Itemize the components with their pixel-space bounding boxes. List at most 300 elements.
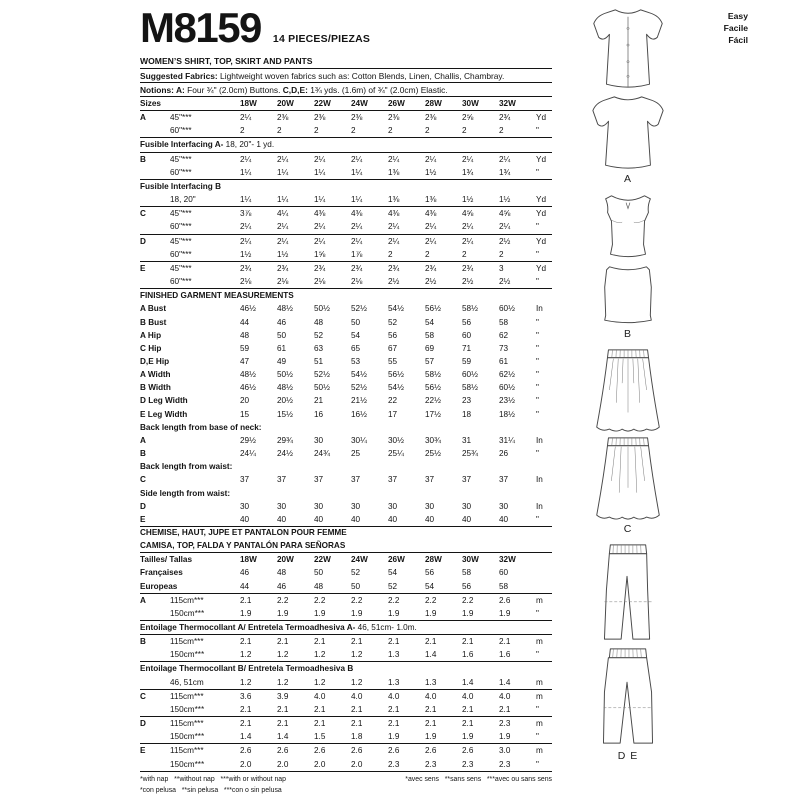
cell-value: 2¾ [351, 263, 363, 273]
cell-value: 4.0 [462, 691, 474, 701]
cell-value: 3.6 [240, 691, 252, 701]
cell-value: 1.3 [388, 677, 400, 687]
cell-value: 2.1 [314, 719, 326, 729]
cell-value: 1.9 [425, 608, 437, 618]
cell-value: 1.2 [351, 650, 363, 660]
row-view-label [140, 166, 170, 179]
cell-value: 1.9 [388, 608, 400, 618]
section-title: Side length from waist: [140, 488, 231, 498]
cell-value: 2⅜ [314, 113, 326, 123]
cell-value: 40 [462, 514, 472, 524]
cell-value: 2¼ [462, 222, 474, 232]
cell-value: 1⅞ [351, 249, 363, 259]
row-unit: " [536, 608, 539, 618]
row-view-label: B [140, 154, 146, 164]
cell-value: 29½ [240, 435, 256, 445]
table-row [140, 607, 552, 620]
row-view-label [140, 193, 170, 206]
table-row [140, 248, 552, 261]
footnote-french: *avec sens **sans sens ***avec ou sans sens [405, 775, 552, 783]
cell-value: 24¼ [240, 449, 256, 459]
row-unit: " [536, 222, 539, 232]
cell-value: 4.0 [388, 691, 400, 701]
cell-value: 52 [314, 330, 324, 340]
cell-value: 2 [388, 126, 393, 136]
cell-value: 15½ [277, 409, 293, 419]
cell-value: 46 [240, 568, 250, 578]
cell-value: 1.2 [314, 650, 326, 660]
difficulty-es: Fácil [728, 35, 748, 45]
section-title: Fusible Interfacing A- [140, 140, 224, 150]
table-row [140, 634, 552, 648]
row-label: A Bust [140, 304, 167, 314]
cell-value: 22 [388, 396, 398, 406]
row-label: A Width [140, 370, 171, 380]
cell-value: 22W [314, 555, 331, 565]
cell-value: 2 [499, 126, 504, 136]
row-label: B Bust [140, 317, 167, 327]
shirt-back-illustration [564, 92, 692, 172]
cell-value: 3.0 [499, 746, 511, 756]
cell-value: 26W [388, 555, 405, 565]
cell-value: 2¾ [388, 263, 400, 273]
table-row [140, 566, 552, 579]
cell-value: 1¼ [240, 195, 252, 205]
cell-value: 1¼ [277, 167, 289, 177]
row-unit: " [536, 343, 539, 353]
cell-value: 2.1 [462, 719, 474, 729]
cell-value: 2¾ [499, 113, 511, 123]
table-row [140, 342, 552, 355]
cell-value: 2.1 [388, 637, 400, 647]
cell-value: 52½ [314, 370, 330, 380]
cell-value: 2 [277, 126, 282, 136]
cell-value: 2.1 [314, 704, 326, 714]
cell-value: 48½ [277, 383, 293, 393]
cell-value: 2.2 [388, 595, 400, 605]
table-row [140, 381, 552, 394]
cell-value: 16 [314, 409, 324, 419]
cell-value: 2¼ [314, 236, 326, 246]
cell-value: 59 [462, 356, 472, 366]
cell-value: 37 [499, 475, 509, 485]
cell-value: 2½ [388, 277, 400, 287]
cell-value: 2.1 [351, 637, 363, 647]
cell-value: 58 [499, 581, 509, 591]
cell-value: 2.0 [277, 759, 289, 769]
shirt-front-illustration [564, 4, 692, 92]
figure-label-b: B [623, 328, 632, 340]
cell-value: 2¼ [351, 222, 363, 232]
cell-value: 4¼ [277, 209, 289, 219]
row-view-label: D [140, 719, 146, 729]
cell-value: 37 [351, 475, 361, 485]
cell-value: 2¾ [425, 263, 437, 273]
cell-value: 50½ [277, 370, 293, 380]
section-title: Fusible Interfacing B [140, 181, 221, 191]
cell-value: 48 [314, 317, 324, 327]
cell-value: 23 [462, 396, 472, 406]
cell-value: 2¼ [240, 222, 252, 232]
row-label: D,E Hip [140, 356, 170, 366]
cell-value: 28W [425, 555, 442, 565]
row-label: Sizes [140, 99, 161, 108]
cell-value: 73 [499, 343, 509, 353]
table-row [140, 447, 552, 460]
figure-label-a: A [623, 173, 632, 185]
cell-value: 4⅜ [314, 209, 326, 219]
row-sub-label: 115cm*** [170, 691, 204, 701]
cell-value: 2.1 [388, 704, 400, 714]
cell-value: 2¼ [240, 236, 252, 246]
cell-value: 1.2 [277, 677, 289, 687]
cell-value: 56 [462, 317, 472, 327]
table-row [140, 552, 552, 566]
footnotes [140, 774, 552, 796]
table-row [140, 758, 552, 772]
cell-value: 2.1 [499, 637, 511, 647]
row-unit: " [536, 650, 539, 660]
cell-value: 4⅜ [425, 209, 437, 219]
cell-value: 51 [314, 356, 324, 366]
row-view-label: E [140, 514, 146, 524]
cell-value: 22W [314, 99, 331, 108]
cell-value: 30¼ [351, 435, 367, 445]
cell-value: 30 [314, 435, 324, 445]
cell-value: 50 [277, 330, 287, 340]
cell-value: 2.1 [277, 704, 289, 714]
row-sub-label [170, 434, 240, 447]
cell-value: 2¼ [351, 154, 363, 164]
row-sub-label: 150cm*** [170, 704, 205, 714]
row-view-label: A [140, 113, 146, 123]
cell-value: 2 [425, 126, 430, 136]
cell-value: 2¼ [240, 113, 252, 123]
cell-value: 55 [388, 356, 398, 366]
cell-value: 1¼ [314, 167, 326, 177]
cell-value: 71 [462, 343, 472, 353]
cell-value: 2½ [499, 277, 511, 287]
cell-value: 22½ [425, 396, 441, 406]
table-row [140, 124, 552, 137]
cell-value: 1.9 [462, 732, 474, 742]
row-sub-label: 60"*** [170, 222, 192, 232]
row-unit [536, 580, 552, 593]
cell-value: 2.1 [240, 637, 252, 647]
cell-value: 54½ [388, 304, 404, 314]
row-unit: " [536, 356, 539, 366]
cell-value: 2¼ [388, 236, 400, 246]
cell-value: 2.2 [462, 595, 474, 605]
cell-value: 59 [240, 343, 250, 353]
cell-value: 4.0 [351, 691, 363, 701]
row-unit: m [536, 746, 543, 756]
suggested-fabrics-text: Lightweight woven fabrics such as: Cotton Blends, Linen, Challis, Chambray. [217, 70, 505, 81]
cell-value: 2.2 [425, 595, 437, 605]
cell-value: 37 [388, 475, 398, 485]
row-sub-label: 60"*** [170, 167, 192, 177]
section-title: Entoilage Thermocollant B/ Entretela Termoadhesiva B [140, 664, 354, 674]
row-sub-label: 115cm*** [170, 595, 204, 605]
cell-value: 2.0 [240, 759, 252, 769]
cell-value: 46½ [240, 383, 256, 393]
section-row [140, 460, 552, 473]
cell-value: 48 [240, 330, 250, 340]
cell-value: 52 [388, 581, 398, 591]
cell-value: 50 [314, 568, 324, 578]
brand-header [140, 6, 552, 52]
table-row [140, 580, 552, 593]
cell-value: 2¼ [277, 154, 289, 164]
cell-value: 2.1 [240, 704, 252, 714]
cell-value: 63 [314, 343, 324, 353]
cell-value: 1.2 [314, 677, 326, 687]
table-row [140, 368, 552, 381]
cell-value: 25 [351, 449, 361, 459]
cell-value: 30½ [388, 435, 404, 445]
table-row [140, 730, 552, 743]
cell-value: 56 [425, 568, 435, 578]
cell-value: 46½ [240, 304, 256, 314]
row-sub-label: 45"*** [170, 209, 192, 219]
row-view-label [140, 124, 170, 137]
cell-value: 2.6 [462, 746, 474, 756]
table-row [140, 648, 552, 661]
table-row [140, 703, 552, 716]
cell-value: 69 [425, 343, 435, 353]
row-unit: " [536, 249, 539, 259]
row-unit: " [536, 759, 539, 769]
cell-value: 60½ [462, 370, 478, 380]
cell-value: 2¼ [351, 236, 363, 246]
row-view-label: B [140, 637, 146, 647]
cell-value: 30 [499, 501, 509, 511]
section-title: Back length from waist: [140, 462, 233, 472]
row-label: Tailles/ Tallas [140, 555, 193, 565]
cell-value: 44 [240, 317, 250, 327]
cell-value: 4⅜ [388, 209, 400, 219]
cell-value: 3⅞ [240, 209, 252, 219]
cell-value: 58 [425, 330, 435, 340]
cell-value: 48 [314, 581, 324, 591]
row-sub-label: 60"*** [170, 277, 192, 287]
row-unit: " [536, 370, 539, 380]
row-label: A Hip [140, 330, 162, 340]
cell-value: 3 [499, 263, 504, 273]
row-sub-label: 45"*** [170, 154, 192, 164]
row-unit: " [536, 409, 539, 419]
row-view-label [140, 648, 170, 661]
section-row [140, 526, 552, 552]
table-row [140, 743, 552, 757]
row-unit: " [536, 704, 539, 714]
table-row [140, 329, 552, 342]
cell-value: 2¼ [462, 154, 474, 164]
row-sub-label: 150cm*** [170, 608, 205, 618]
cell-value: 46 [277, 581, 287, 591]
row-unit: " [536, 330, 539, 340]
cell-value: 30 [351, 501, 361, 511]
cell-value: 52½ [351, 383, 367, 393]
cell-value: 1.5 [314, 732, 326, 742]
cell-value: 2 [314, 126, 319, 136]
cell-value: 2.0 [351, 759, 363, 769]
cell-value: 1.4 [277, 732, 289, 742]
cell-value: 1.4 [240, 732, 252, 742]
cell-value: 1.9 [462, 608, 474, 618]
cell-value: 1.2 [240, 650, 252, 660]
cell-value: 2¾ [240, 263, 252, 273]
cell-value: 30 [425, 501, 435, 511]
cell-value: 4.0 [425, 691, 437, 701]
cell-value: 2.1 [462, 704, 474, 714]
cell-value: 1.6 [499, 650, 511, 660]
cell-value: 29¾ [277, 435, 293, 445]
cell-value: 48½ [277, 304, 293, 314]
cell-value: 37 [314, 475, 324, 485]
row-unit [536, 97, 552, 110]
measurement-table [140, 97, 552, 772]
cell-value: 1.9 [499, 732, 511, 742]
row-unit: " [536, 167, 539, 177]
cell-value: 2½ [499, 236, 511, 246]
cell-value: 2⅛ [240, 277, 252, 287]
table-row [140, 473, 552, 486]
figure-view-a [558, 4, 698, 185]
cell-value: 2¾ [462, 263, 474, 273]
cell-value: 54 [425, 317, 435, 327]
table-row [140, 166, 552, 179]
row-sub-label: 115cm*** [170, 637, 204, 647]
cell-value: 2.1 [240, 595, 252, 605]
cell-value: 2 [499, 249, 504, 259]
row-sub-label: 60"*** [170, 126, 192, 136]
content-column [140, 6, 552, 796]
row-unit: " [536, 514, 539, 524]
cell-value: 61 [277, 343, 287, 353]
notions-segment: C,D,E: [282, 84, 308, 95]
table-row [140, 355, 552, 368]
section-title-line2: CAMISA, TOP, FALDA Y PANTALÓN PARA SEÑORAS [140, 540, 346, 550]
cell-value: 4.0 [314, 691, 326, 701]
row-view-label: D [140, 236, 146, 246]
cell-value: 25¼ [388, 449, 404, 459]
cell-value: 21½ [351, 396, 367, 406]
row-sub-label: 150cm*** [170, 759, 205, 769]
section-title: Back length from base of neck: [140, 422, 262, 432]
cell-value: 2.1 [425, 704, 437, 714]
row-unit: In [536, 304, 543, 314]
cell-value: 2⅜ [425, 113, 437, 123]
table-row [140, 394, 552, 407]
cell-value: 1.8 [351, 732, 363, 742]
cell-value: 48½ [240, 370, 256, 380]
cell-value: 32W [499, 99, 516, 108]
cell-value: 2¼ [240, 154, 252, 164]
cell-value: 2.1 [277, 719, 289, 729]
cell-value: 20W [277, 99, 294, 108]
cell-value: 2.0 [314, 759, 326, 769]
row-unit: m [536, 691, 543, 701]
cell-value: 1¾ [462, 167, 474, 177]
cell-value: 56½ [425, 304, 441, 314]
cell-value: 4⅝ [462, 209, 474, 219]
cell-value: 50½ [314, 304, 330, 314]
cell-value: 58 [499, 317, 509, 327]
row-view-label: A [140, 435, 146, 445]
row-view-label [140, 676, 170, 689]
cell-value: 2¼ [425, 222, 437, 232]
cell-value: 1¼ [351, 167, 363, 177]
table-row [140, 316, 552, 329]
cell-value: 2¼ [277, 236, 289, 246]
pants-back-illustration [564, 645, 692, 749]
cell-value: 54 [388, 568, 398, 578]
notions-segment: 1¾ yds. (1.6m) of ¾" (2.0cm) Elastic. [307, 84, 448, 95]
cell-value: 65 [351, 343, 361, 353]
cell-value: 1½ [240, 249, 252, 259]
garment-illustrations [558, 4, 698, 768]
cell-value: 62 [499, 330, 509, 340]
cell-value: 30W [462, 99, 479, 108]
cell-value: 2⅛ [351, 277, 363, 287]
cell-value: 57 [425, 356, 435, 366]
cell-value: 31 [462, 435, 472, 445]
cell-value: 1.2 [351, 677, 363, 687]
cell-value: 50 [351, 317, 361, 327]
cell-value: 40 [388, 514, 398, 524]
cell-value: 21 [314, 396, 324, 406]
cell-value: 50 [351, 581, 361, 591]
table-row [140, 275, 552, 288]
cell-value: 60½ [499, 304, 515, 314]
cell-value: 2¼ [499, 222, 511, 232]
row-view-label [140, 220, 170, 233]
cell-value: 1½ [425, 167, 437, 177]
cell-value: 2.2 [314, 595, 326, 605]
row-view-label [140, 730, 170, 743]
cell-value: 24½ [277, 449, 293, 459]
cell-value: 1⅜ [388, 195, 400, 205]
cell-value: 2.6 [351, 746, 363, 756]
row-unit: In [536, 475, 543, 485]
cell-value: 25½ [425, 449, 441, 459]
cell-value: 37 [277, 475, 287, 485]
cell-value: 1.9 [499, 608, 511, 618]
cell-value: 2¼ [462, 236, 474, 246]
row-label: B Width [140, 383, 171, 393]
cell-value: 1¼ [351, 195, 363, 205]
cell-value: 56 [388, 330, 398, 340]
cell-value: 2.1 [425, 719, 437, 729]
row-unit: " [536, 732, 539, 742]
cell-value: 2.3 [499, 759, 511, 769]
row-sub-label [170, 513, 240, 526]
cell-value: 2 [462, 249, 467, 259]
cell-value: 1.3 [388, 650, 400, 660]
row-unit: m [536, 637, 543, 647]
cell-value: 20 [240, 396, 250, 406]
cell-value: 2.3 [462, 759, 474, 769]
pants-front-illustration [564, 541, 692, 645]
cell-value: 60½ [499, 383, 515, 393]
cell-value: 2.1 [388, 719, 400, 729]
row-view-label [140, 703, 170, 716]
cell-value: 2.2 [277, 595, 289, 605]
notions-segment: Four ¾" (2.0cm) Buttons. [184, 84, 283, 95]
skirt-back-illustration [564, 434, 692, 522]
cell-value: 24W [351, 99, 368, 108]
